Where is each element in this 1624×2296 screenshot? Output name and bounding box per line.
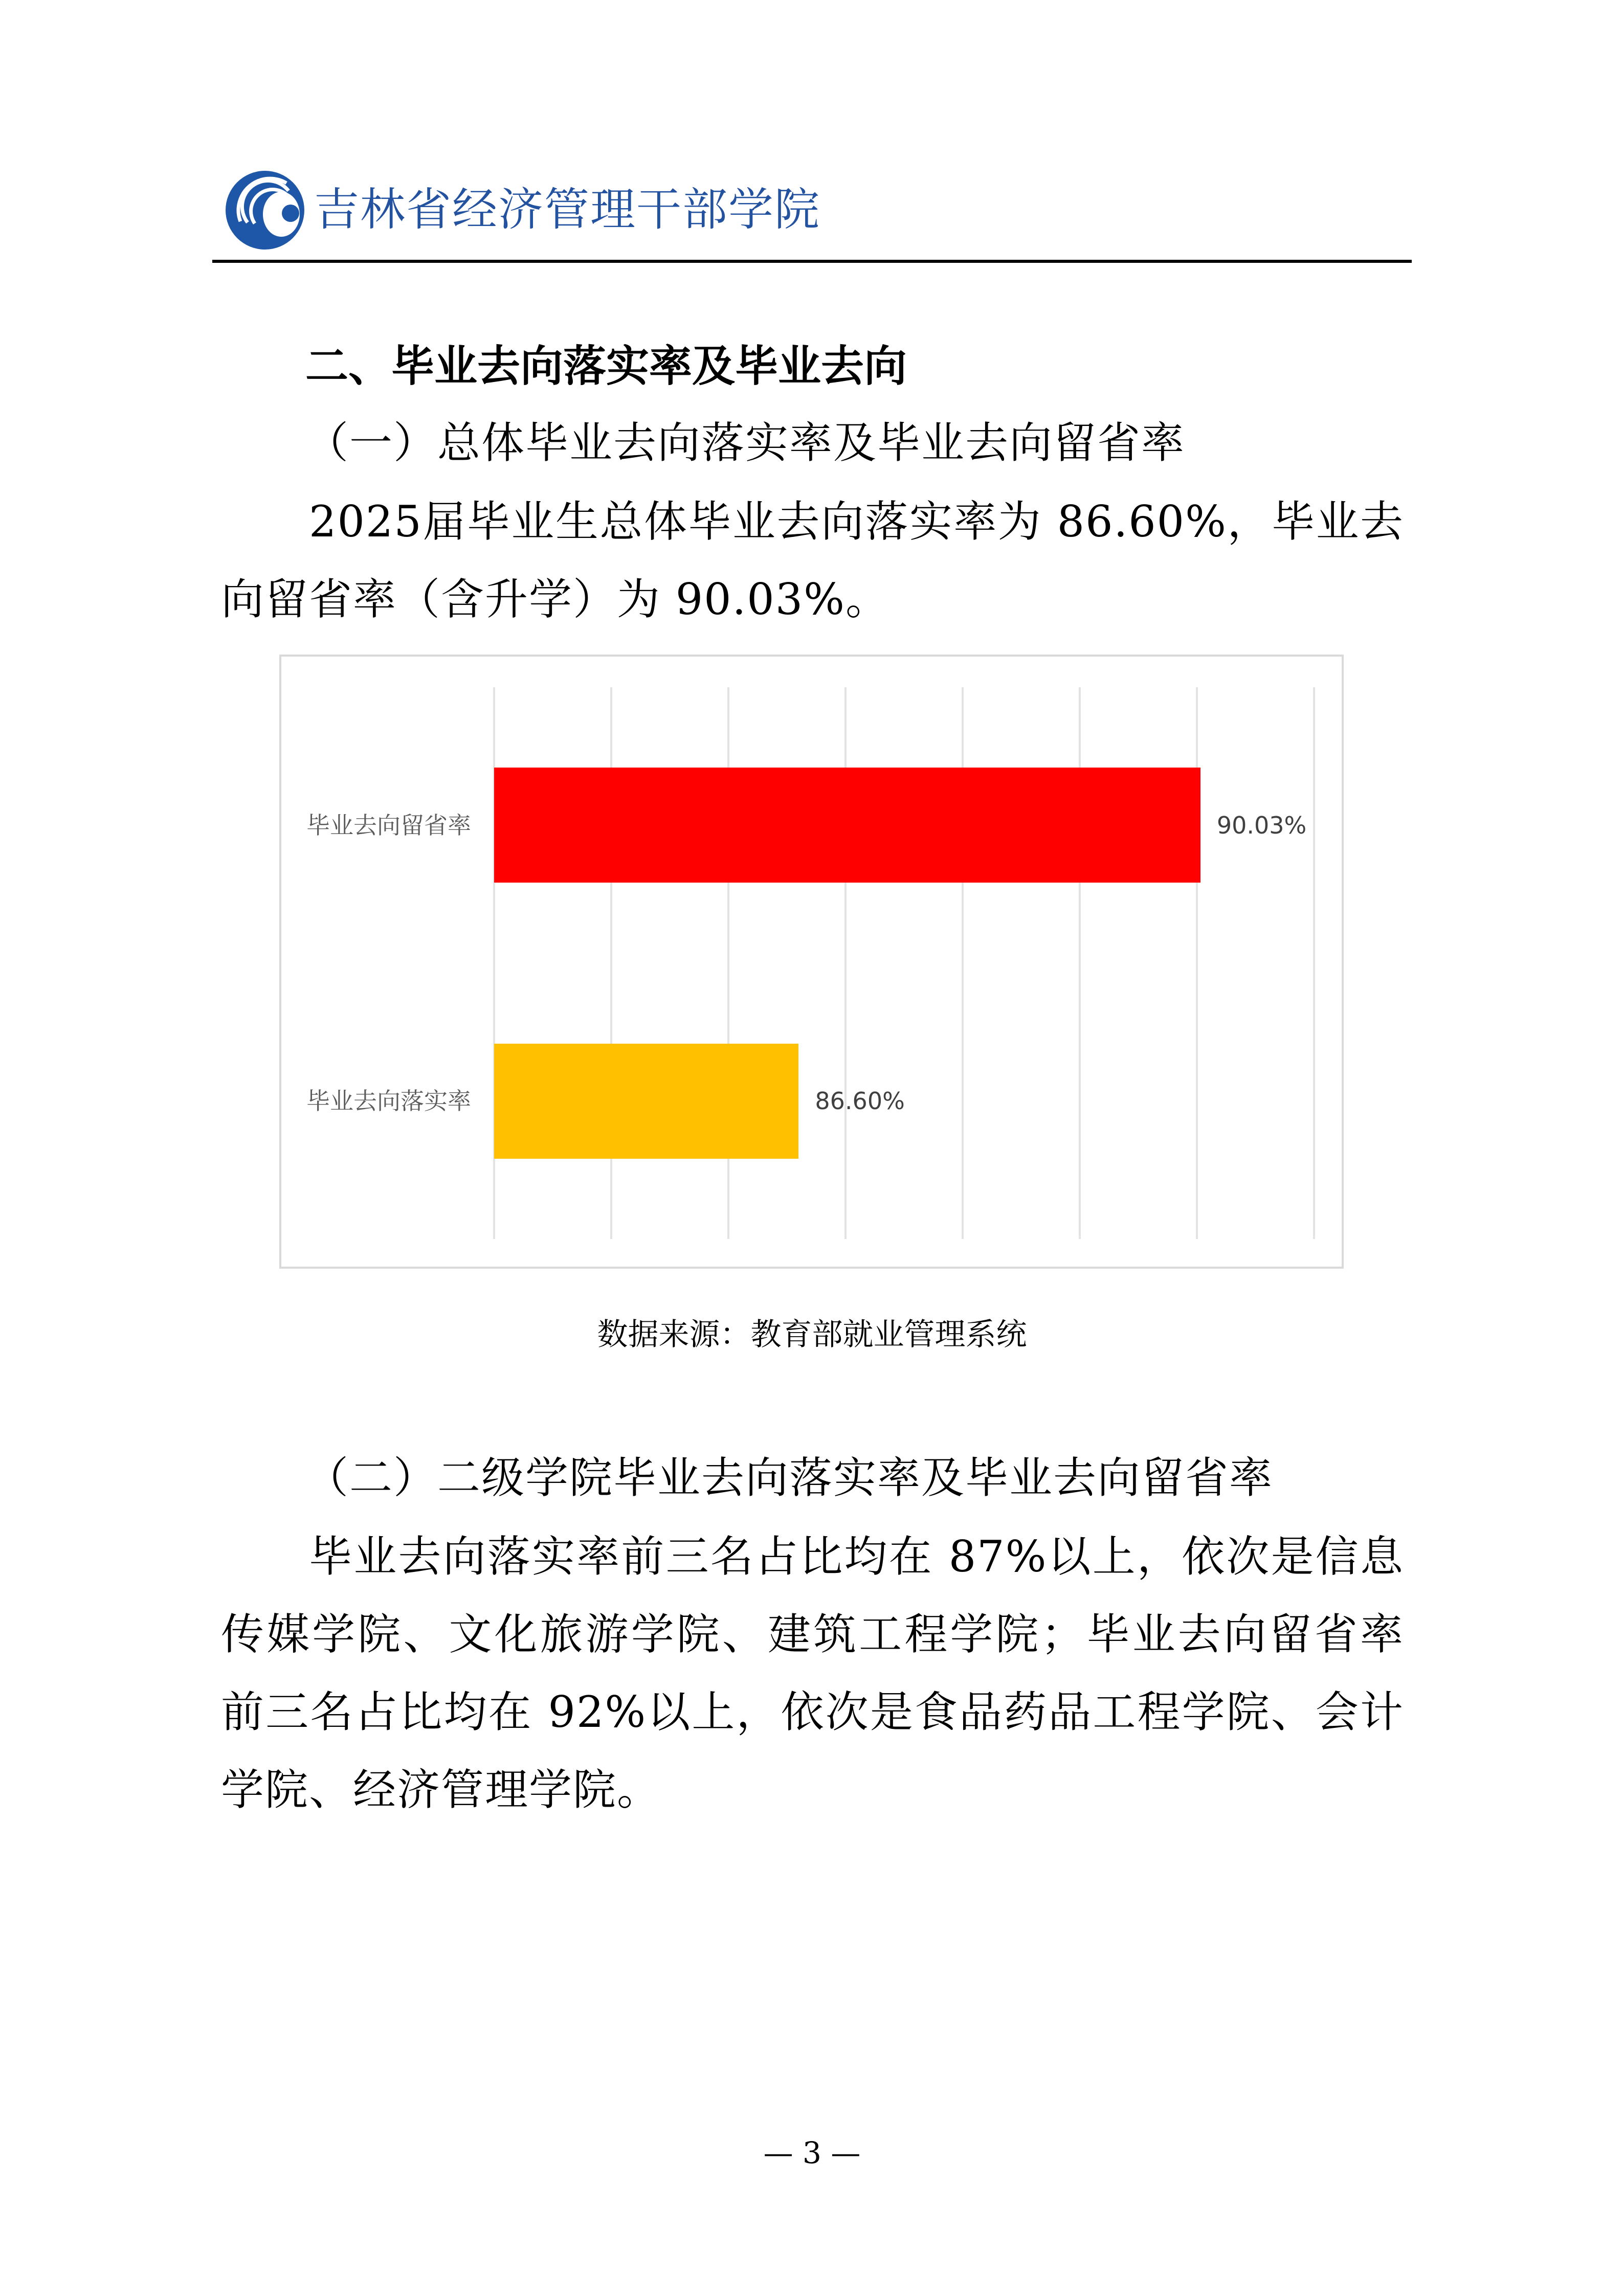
header-rule <box>212 260 1412 263</box>
subsection-2-paragraph: 毕业去向落实率前三名占比均在 87%以上，依次是信息传媒学院、文化旅游学院、建筑工程学院；毕业去向留省率前三名占比均在 92%以上，依次是食品药品工程学院、会计学院、经济管理学院。 <box>221 1532 1404 1815</box>
section-heading: 二、毕业去向落实率及毕业去向 <box>305 341 907 391</box>
subsection-1-paragraph: 2025届毕业生总体毕业去向落实率为 86.60%，毕业去向留省率（含升学）为 90.03%。 <box>221 497 1404 624</box>
bar-chart <box>279 655 1344 1269</box>
institution-name: 吉林省经济管理干部学院 <box>314 183 821 236</box>
subsection-1-heading: （一）总体毕业去向落实率及毕业去向留省率 <box>305 418 1186 468</box>
category-label: 毕业去向落实率 <box>306 1087 471 1115</box>
institution-logo-icon <box>225 170 305 250</box>
data-label: 86.60% <box>815 1087 905 1115</box>
bar-1 <box>494 768 1200 883</box>
bar-2 <box>494 1044 798 1159</box>
chart-plot-area <box>306 687 1314 1239</box>
category-label: 毕业去向留省率 <box>306 811 471 839</box>
data-label: 90.03% <box>1216 811 1307 839</box>
page-number: — 3 — <box>763 2135 861 2170</box>
gridline <box>1313 687 1315 1239</box>
chart-caption: 数据来源：教育部就业管理系统 <box>597 1317 1027 1353</box>
subsection-2-heading: （二）二级学院毕业去向落实率及毕业去向留省率 <box>305 1453 1274 1503</box>
